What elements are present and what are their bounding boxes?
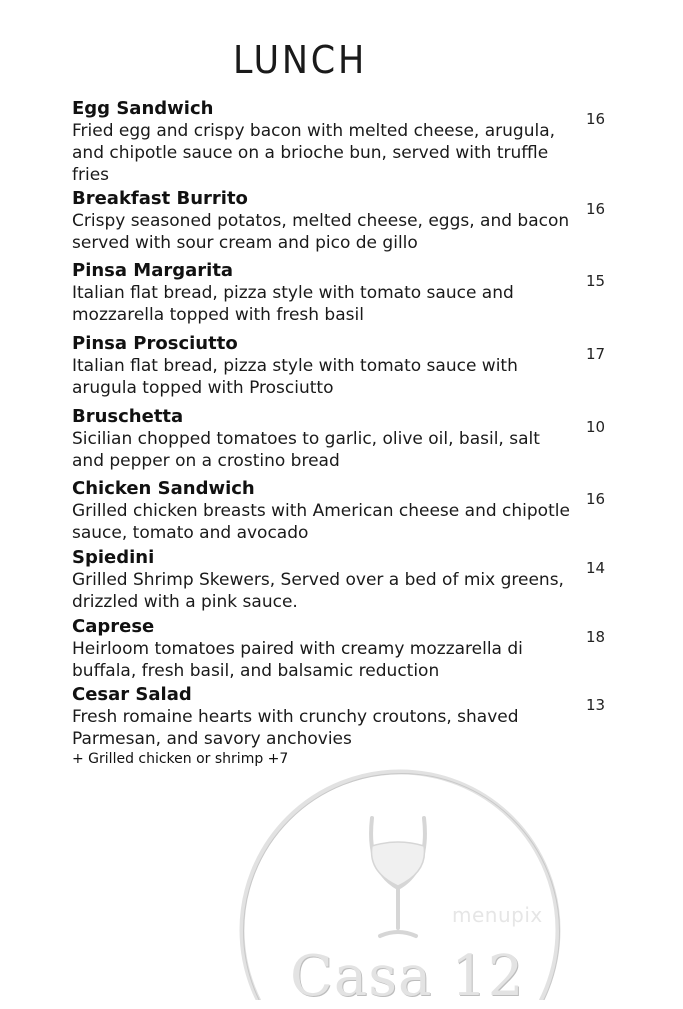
item-price: 13 [586,696,606,714]
item-price: 18 [586,628,606,646]
item-price: 16 [586,110,606,128]
item-price: 14 [586,559,606,577]
menu-item-pinsa-margarita [72,260,612,333]
menupix-watermark: menupix [452,903,543,927]
item-description: Crispy seasoned potatos, melted cheese, eggs, and bacon served with sour cream and pico de gillo [72,211,570,253]
item-name: Pinsa Margarita [72,260,234,281]
item-price: 10 [586,418,606,436]
item-description: Fried egg and crispy bacon with melted cheese, arugula, and chipotle sauce on a brioche bun, served with truffle fries [72,121,556,185]
menu-item-pinsa-prosciutto [72,333,612,406]
page-title: LUNCH [233,38,367,82]
item-description: Fresh romaine hearts with crunchy croutons, shaved Parmesan, and savory anchovies [72,707,519,749]
item-name: Chicken Sandwich [72,478,255,499]
item-name: Bruschetta [72,406,184,427]
item-price: 16 [586,490,606,508]
item-description: Italian flat bread, pizza style with tomato sauce with arugula topped with Prosciutto [72,356,518,398]
item-name: Caprese [72,616,155,637]
item-description: Italian flat bread, pizza style with tomato sauce and mozzarella topped with fresh basil [72,283,514,325]
item-description: Grilled Shrimp Skewers, Served over a bed of mix greens, drizzled with a pink sauce. [72,570,564,612]
item-name: Spiedini [72,547,155,568]
menu-item-chicken-sandwich [72,478,612,547]
item-price: 15 [586,272,606,290]
item-name: Cesar Salad [72,684,192,705]
item-addon: + Grilled chicken or shrimp +7 [72,751,289,767]
item-description: Grilled chicken breasts with American cheese and chipotle sauce, tomato and avocado [72,501,570,543]
menu-item-cesar-salad [72,684,612,774]
wine-glass-icon [371,818,425,936]
menu-item-egg-sandwich [72,98,612,188]
menu-items [72,98,612,774]
item-price: 17 [586,345,606,363]
menu-item-breakfast-burrito [72,188,612,260]
item-description: Heirloom tomatoes paired with creamy mozzarella di buffala, fresh basil, and balsamic reduction [72,639,523,681]
item-description: Sicilian chopped tomatoes to garlic, olive oil, basil, salt and pepper on a crostino bread [72,429,540,471]
menu-item-caprese [72,616,612,684]
menu-item-bruschetta [72,406,612,478]
item-name: Pinsa Prosciutto [72,333,238,354]
logo-text: Casa 12 [290,944,525,1009]
item-name: Breakfast Burrito [72,188,248,209]
item-price: 16 [586,200,606,218]
menu-item-spiedini [72,547,612,616]
item-name: Egg Sandwich [72,98,214,119]
